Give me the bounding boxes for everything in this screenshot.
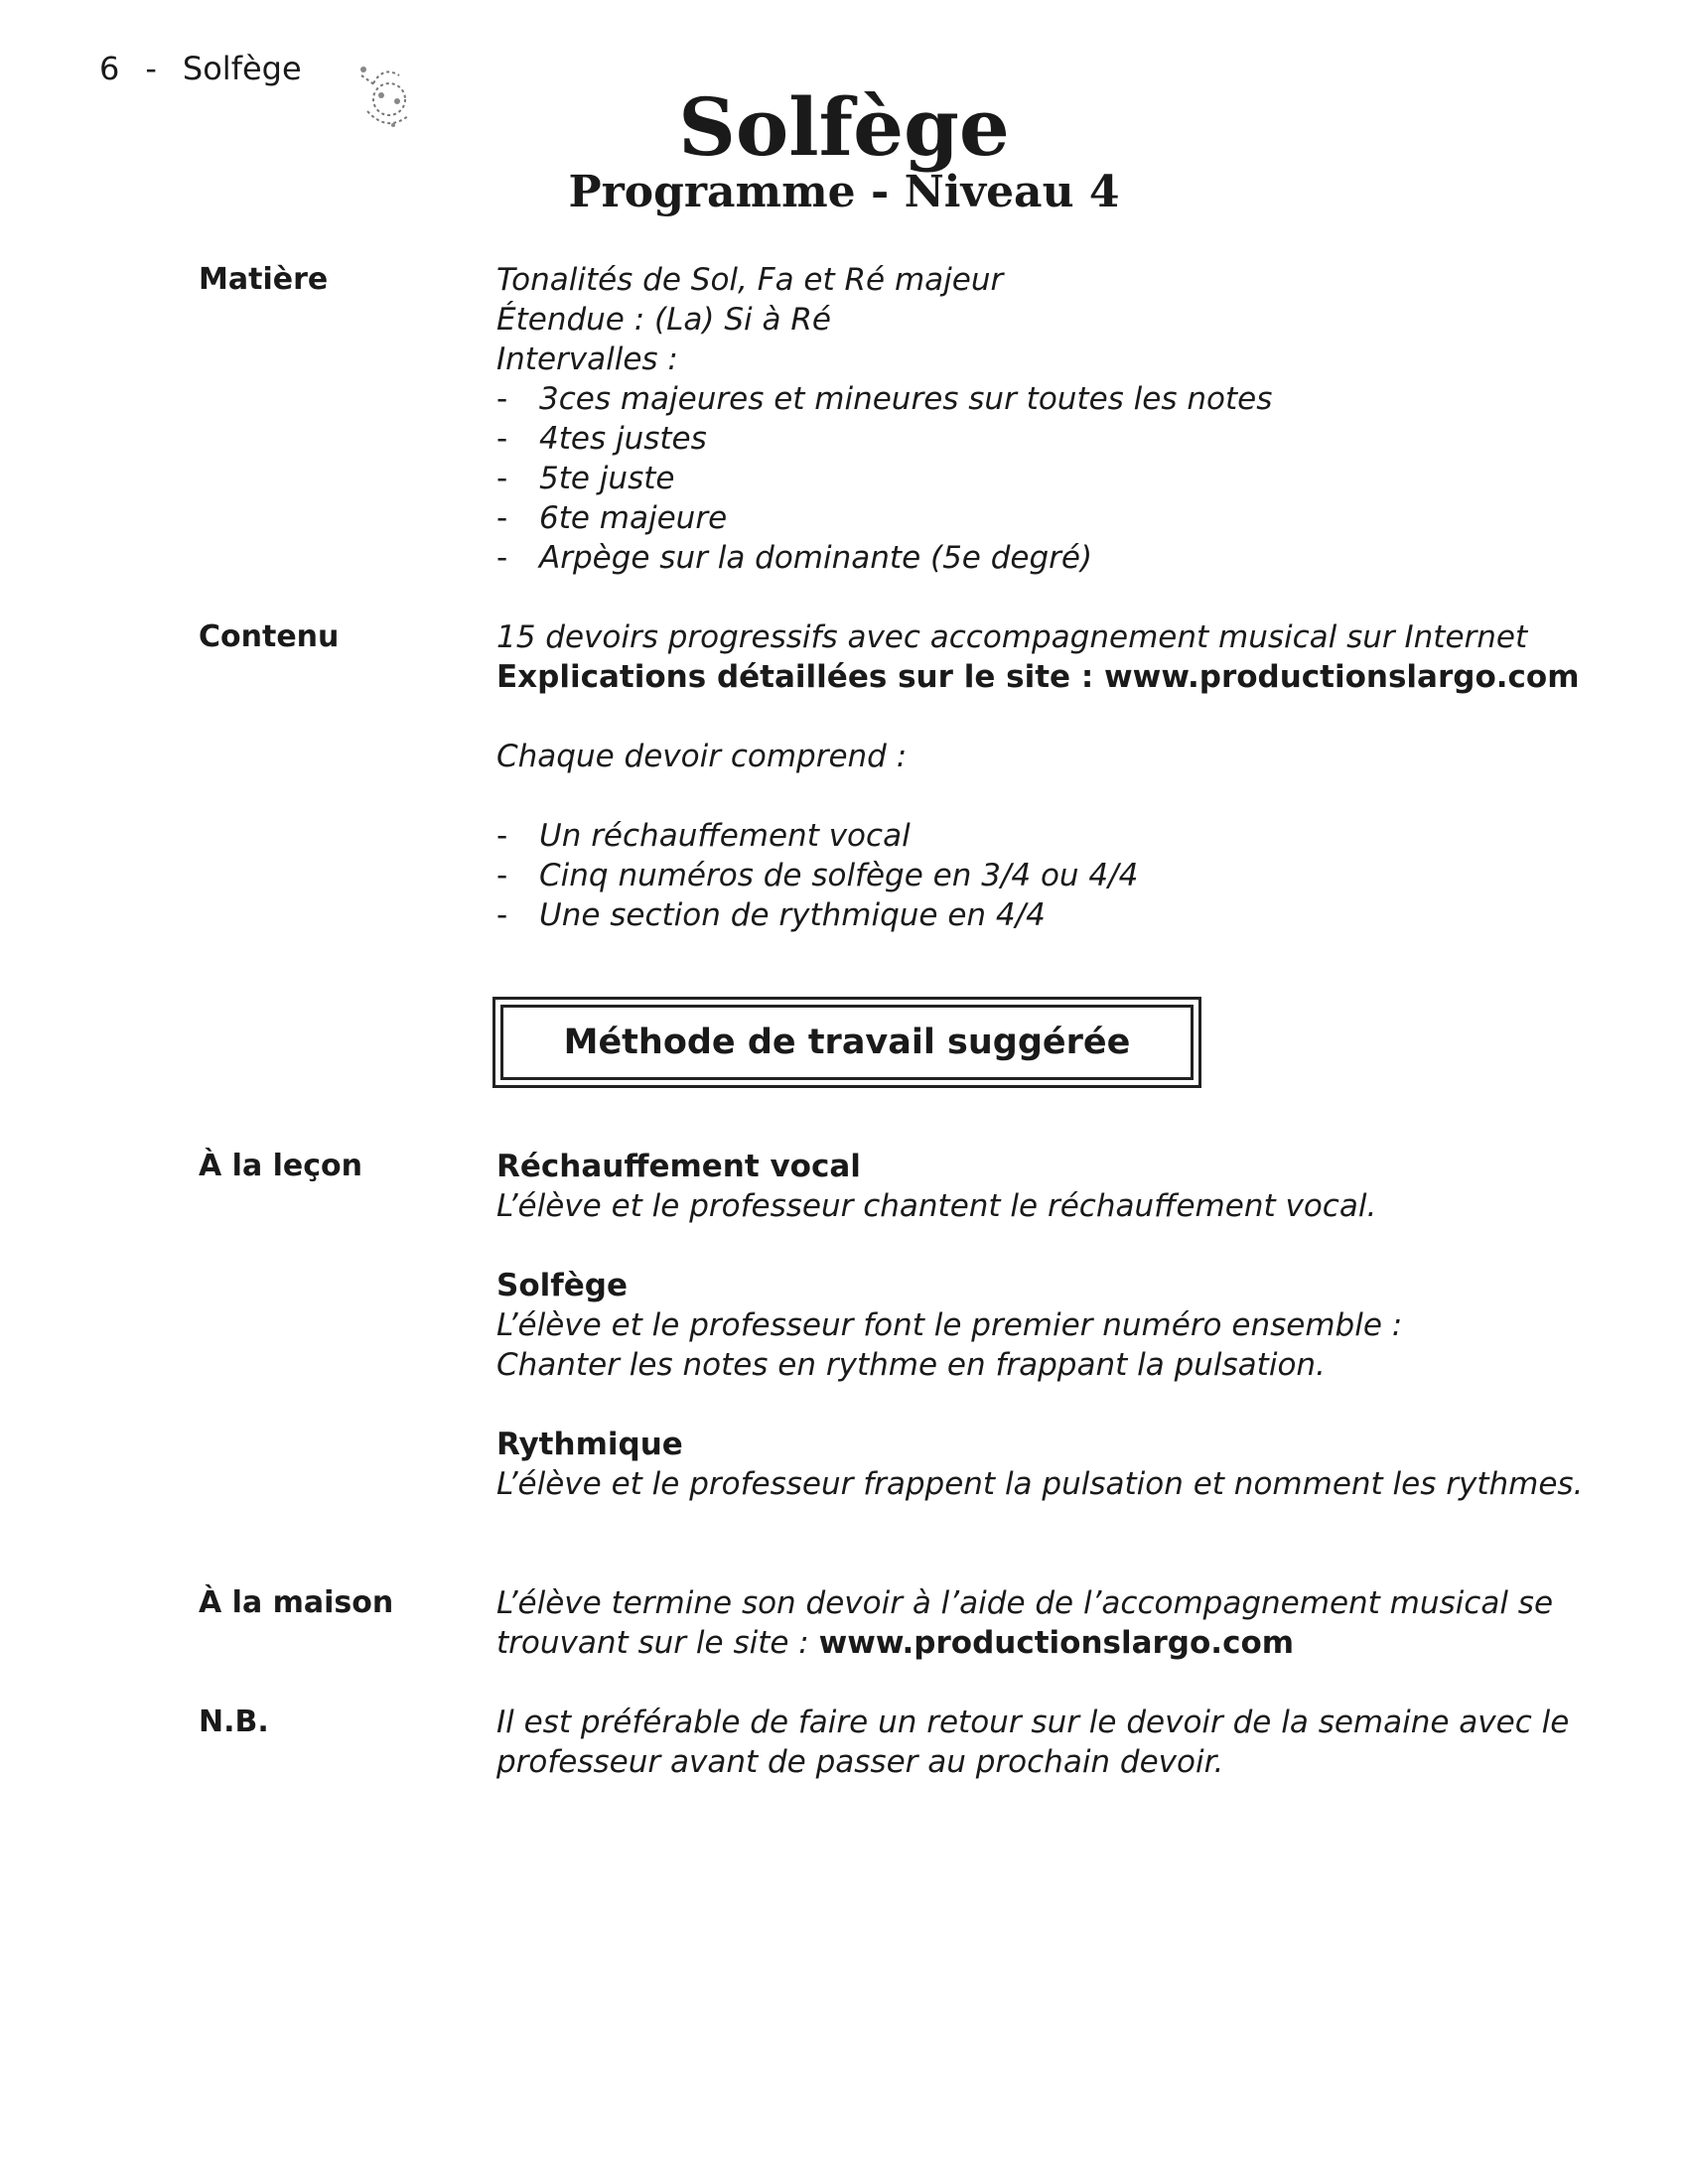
lecon-s2-text-2: Chanter les notes en rythme en frappant la pulsation.	[496, 1347, 1326, 1383]
lecon-s2-text-1: L’élève et le professeur font le premier numéro ensemble :	[496, 1307, 1403, 1343]
matiere-line-1: Tonalités de Sol, Fa et Ré majeur	[496, 262, 1004, 298]
list-item: - 5te juste	[496, 461, 675, 496]
header-separator: -	[145, 50, 157, 87]
matiere-label: Matière	[199, 262, 329, 297]
list-item: - Cinq numéros de solfège en 3/4 ou 4/4	[496, 858, 1139, 893]
contenu-label: Contenu	[199, 619, 340, 654]
lecon-s3-text: L’élève et le professeur frappent la pulsation et nomment les rythmes.	[496, 1466, 1584, 1502]
nb-line-1: Il est préférable de faire un retour sur le devoir de la semaine avec le	[496, 1705, 1570, 1740]
maison-line-1: L’élève termine son devoir à l’aide de l’accompagnement musical se	[496, 1585, 1554, 1621]
list-item: - Arpège sur la dominante (5e degré)	[496, 540, 1093, 576]
list-item: - 4tes justes	[496, 421, 707, 457]
nb-label: N.B.	[199, 1705, 269, 1739]
lecon-content	[496, 1147, 1589, 1504]
matiere-content	[496, 260, 1589, 578]
lecon-label: À la leçon	[199, 1149, 363, 1183]
lecon-s1-title: Réchauffement vocal	[496, 1149, 861, 1184]
header-section: Solfège	[182, 50, 302, 87]
page-subtitle: Programme - Niveau 4	[568, 167, 1120, 217]
lecon-s3-title: Rythmique	[496, 1427, 683, 1462]
nb-content	[496, 1703, 1589, 1782]
list-item: - Un réchauffement vocal	[496, 818, 911, 854]
nb-line-2: professeur avant de passer au prochain devoir.	[496, 1744, 1224, 1780]
list-item: - 6te majeure	[496, 500, 728, 536]
list-item: - 3ces majeures et mineures sur toutes les notes	[496, 381, 1273, 417]
maison-label: À la maison	[199, 1585, 394, 1620]
matiere-line-3: Intervalles :	[496, 341, 678, 377]
method-title: Méthode de travail suggérée	[500, 1005, 1194, 1080]
method-box	[492, 997, 1201, 1088]
website-url: www.productionslargo.com	[818, 1625, 1295, 1661]
lecon-s1-text: L’élève et le professeur chantent le réchauffement vocal.	[496, 1188, 1377, 1224]
contenu-line-3: Chaque devoir comprend :	[496, 739, 908, 774]
maison-line-2: trouvant sur le site : www.productionslargo.com	[496, 1625, 1295, 1661]
page-number: 6	[99, 50, 120, 87]
list-item: - Une section de rythmique en 4/4	[496, 897, 1046, 933]
matiere-line-2: Étendue : (La) Si à Ré	[496, 302, 831, 338]
maison-content	[496, 1583, 1589, 1663]
contenu-content	[496, 617, 1589, 935]
contenu-line-1: 15 devoirs progressifs avec accompagnement musical sur Internet	[496, 619, 1528, 655]
page-title: Solfège	[678, 80, 1010, 174]
lecon-s2-title: Solfège	[496, 1268, 628, 1303]
contenu-line-2: Explications détaillées sur le site : www.productionslargo.com	[496, 659, 1580, 695]
